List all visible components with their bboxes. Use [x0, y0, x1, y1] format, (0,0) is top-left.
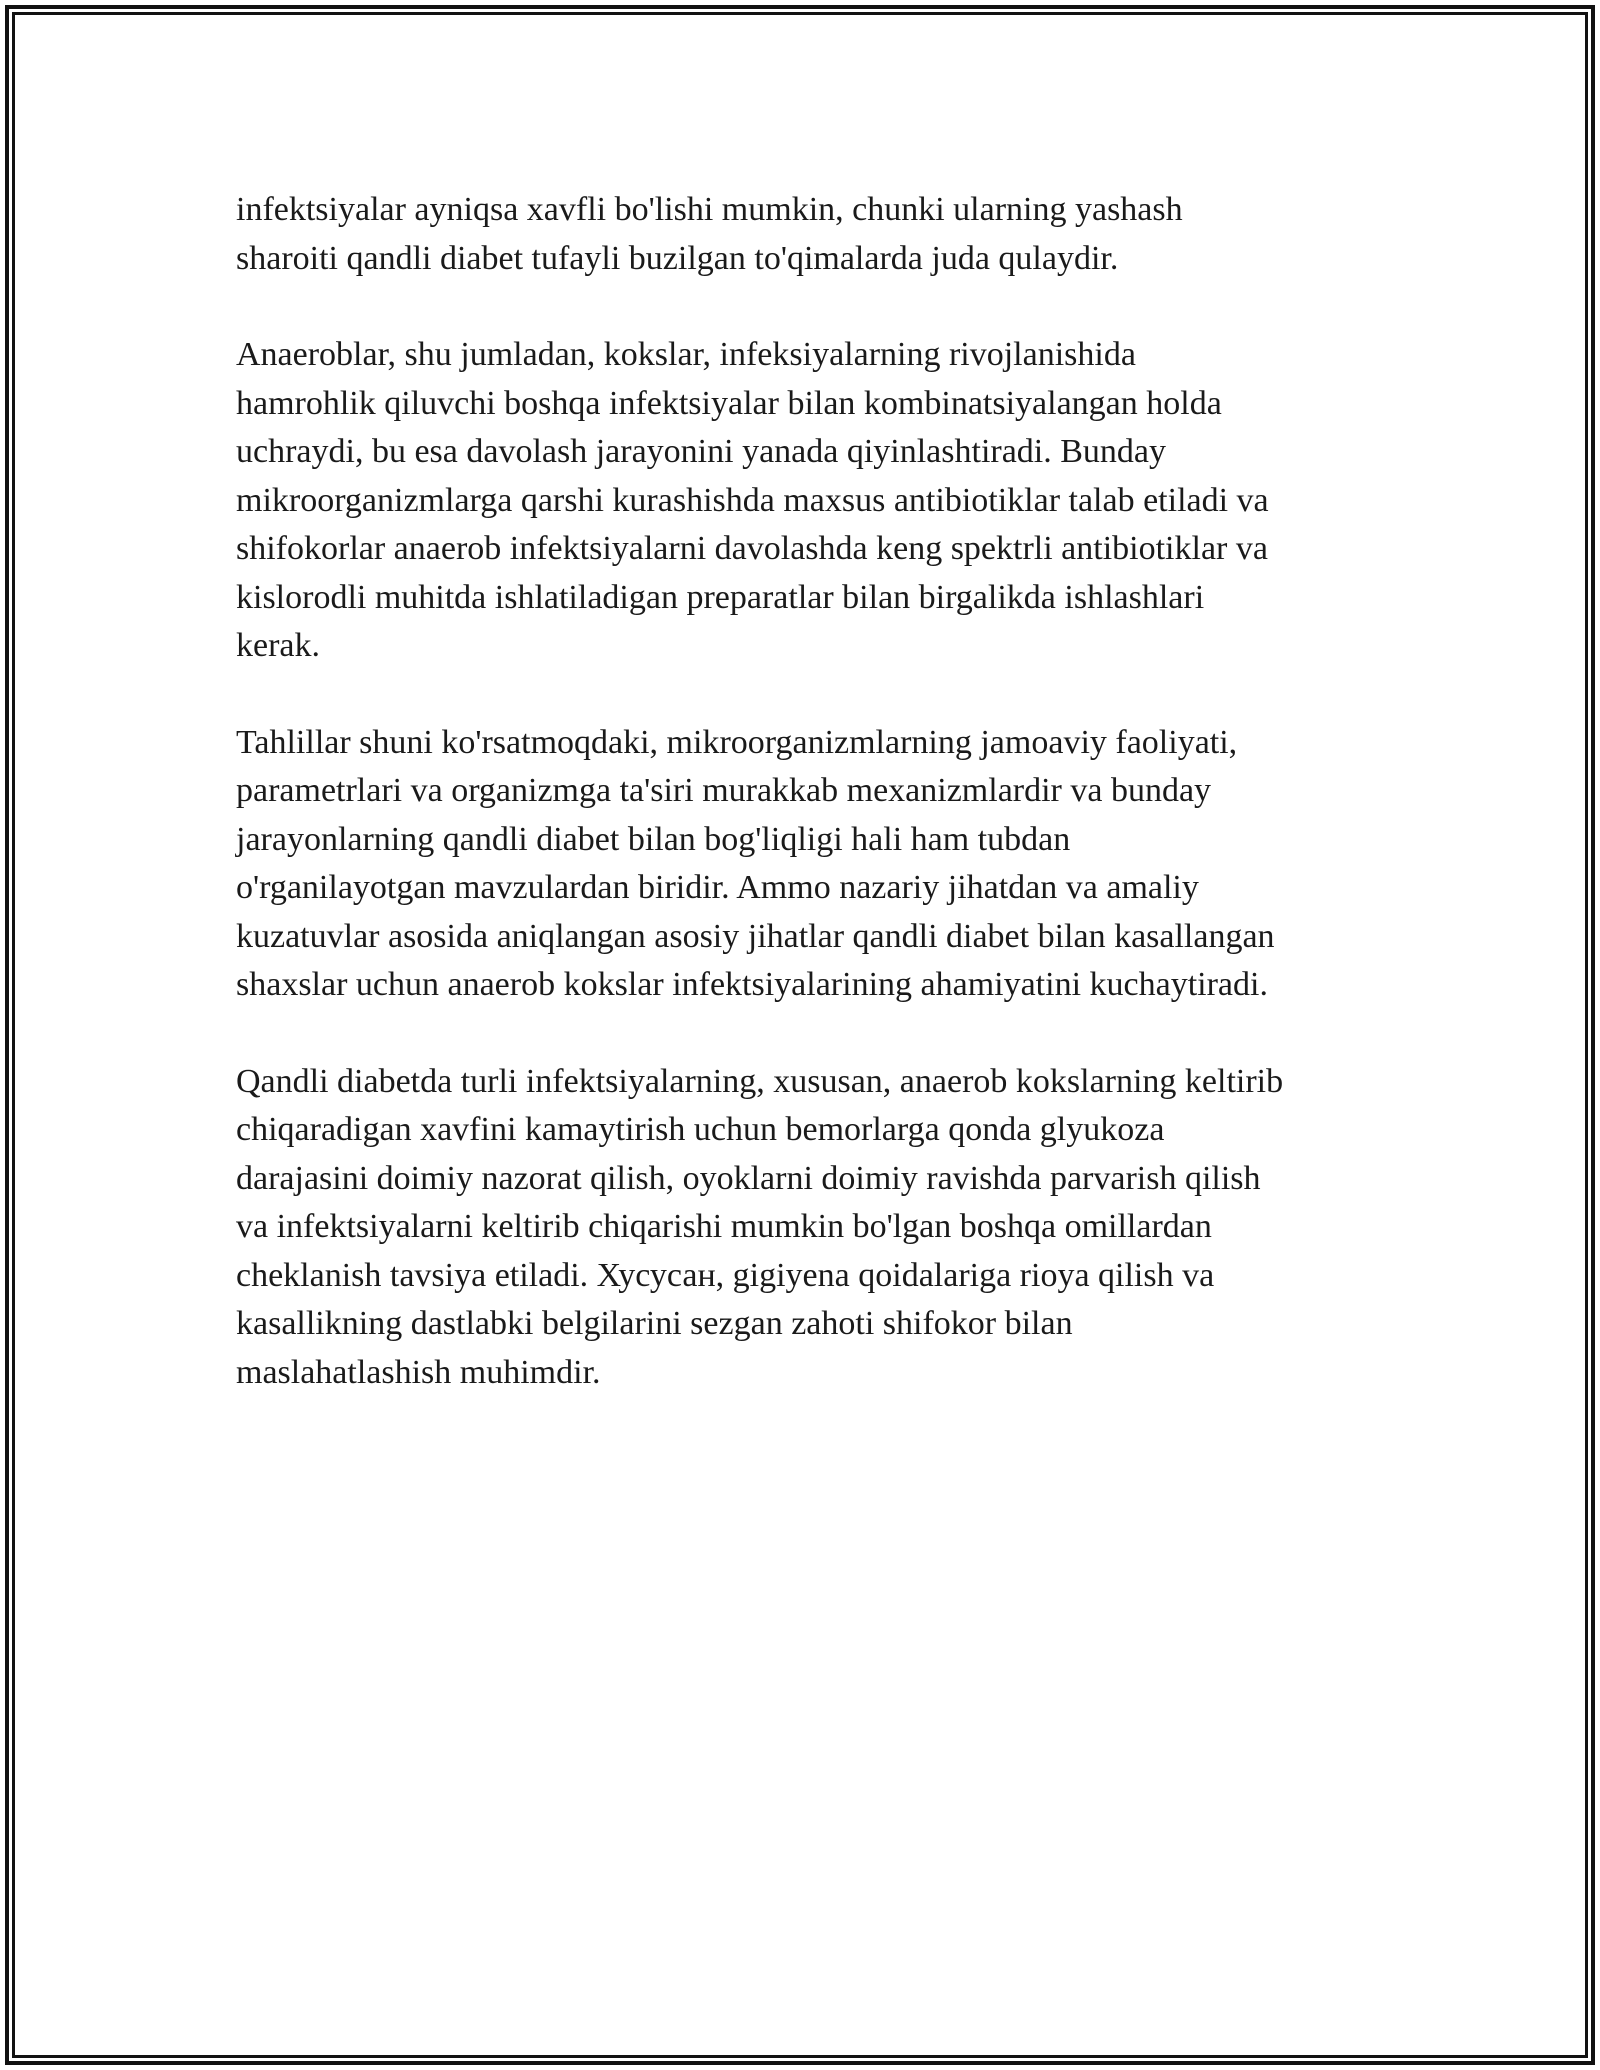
paragraph-3: Tahlillar shuni ko'rsatmoqdaki, mikroorganizmlarning jamoaviy faoliyati, parametrlari va organizmga ta'siri murakkab mexanizmlardir va bunday jarayonlarning qandli diabet bilan bog'liqligi hali ham tubdan o'rganilayotgan mavzulardan biridir. Ammo nazariy jihatdan va amaliy kuzatuvlar asosida aniqlangan asosiy jihatlar qandli diabet bilan kasallangan shaxslar uchun anaerob kokslar infektsiyalarining ahamiyatini kuchaytiradi.: [236, 723, 1275, 1003]
paragraph-2: Anaeroblar, shu jumladan, kokslar, infeksiyalarning rivojlanishida hamrohlik qiluvchi boshqa infektsiyalar bilan kombinatsiyalangan holda uchraydi, bu esa davolash jarayonini yanada qiyinlashtiradi. Bunday mikroorganizmlarga qarshi kurashishda maxsus antibiotiklar talab etiladi va shifokorlar anaerob infektsiyalarni davolashda keng spektrli antibiotiklar va kislorodli muhitda ishlatiladigan preparatlar bilan birgalikda ishlashlari kerak.: [236, 336, 1269, 664]
paragraph-1: infektsiyalar ayniqsa xavfli bo'lishi mumkin, chunki ularning yashash sharoiti qandli diabet tufayli buzilgan to'qimalarda juda qulaydir.: [236, 191, 1183, 277]
document-body: [236, 186, 1376, 1445]
paragraph-4: Qandli diabetda turli infektsiyalarning, xususan, anaerob kokslarning keltirib chiqaradigan xavfini kamaytirish uchun bemorlarga qonda glyukoza darajasini doimiy nazorat qilish, oyoklarni doimiy ravishda parvarish qilish va infektsiyalarni keltirib chiqarishi mumkin bo'lgan boshqa omillardan cheklanish tavsiya etiladi. Хусусан, gigiyena qoidalariga rioya qilish va kasallikning dastlabki belgilarini sezgan zahoti shifokor bilan maslahatlashish muhimdir.: [236, 1062, 1284, 1391]
